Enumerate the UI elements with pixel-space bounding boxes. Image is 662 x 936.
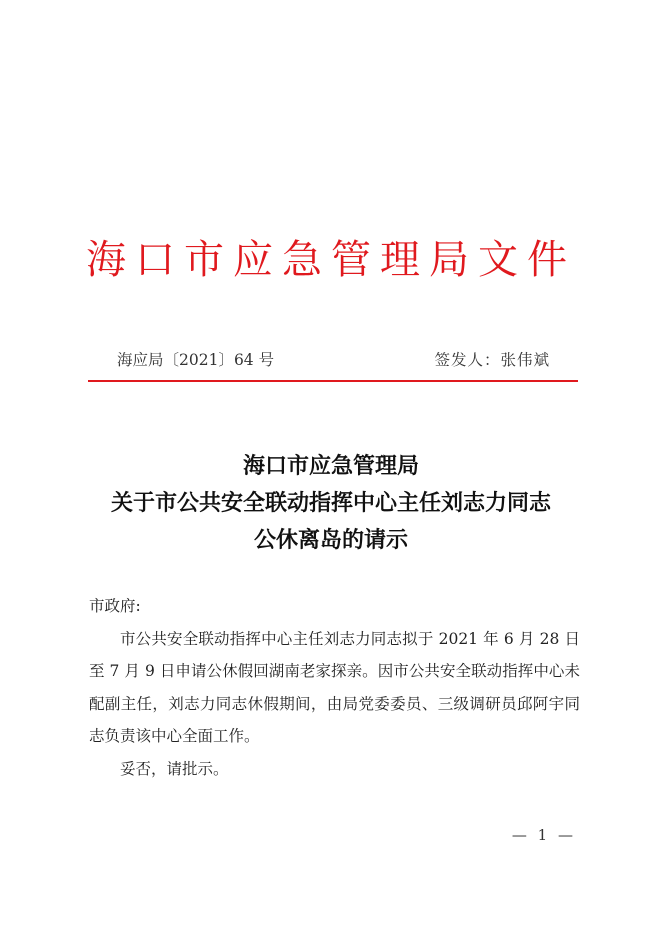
red-divider-line [88,380,578,382]
document-body [89,590,580,785]
document-title [60,448,602,559]
document-number: 海应局〔2021〕64 号 [117,351,275,369]
title-line-2: 关于市公共安全联动指挥中心主任刘志力同志 [110,490,551,516]
page-number: — 1 — [511,826,576,844]
body-paragraph-request: 市公共安全联动指挥中心主任刘志力同志拟于 2021 年 6 月 28 日至 7 月 9 日申请公休假回湖南老家探亲。因市公共安全联动指挥中心未配副主任，刘志力同志休假期间，由局党委委员、三级调研员邱阿宇同志负责该中心全面工作。 [89,629,580,745]
title-line-3: 公休离岛的请示 [253,527,408,553]
body-paragraph-closing: 妥否，请批示。 [120,759,229,778]
salutation: 市政府: [89,597,141,615]
title-line-1: 海口市应急管理局 [242,453,419,479]
signer-label: 签发人：张伟斌 [434,351,550,369]
organization-header-title: 海口市应急管理局文件 [86,237,576,283]
